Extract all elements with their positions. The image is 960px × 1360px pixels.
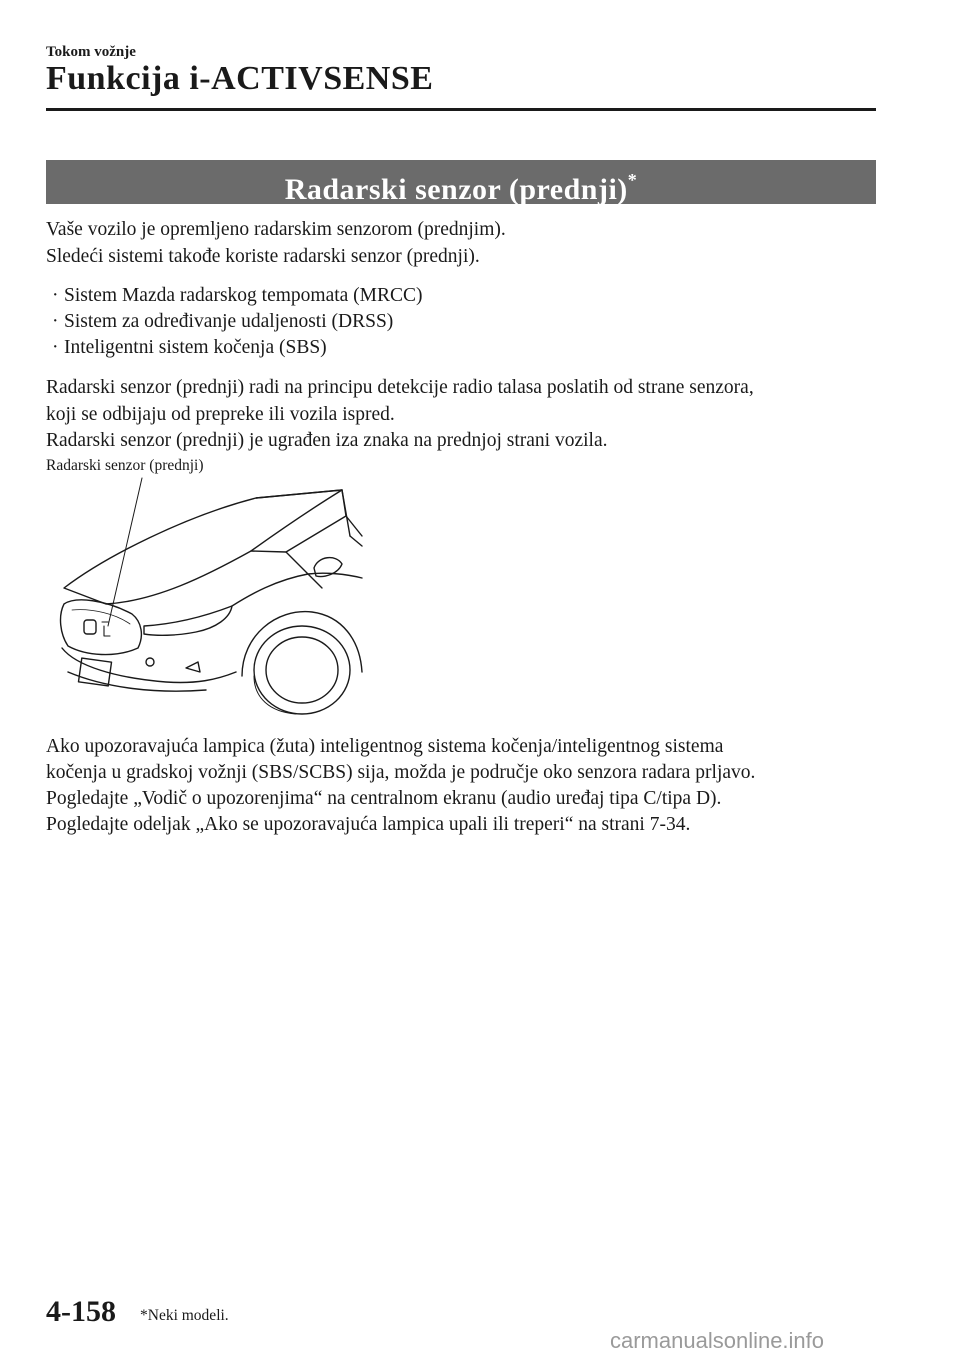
section-label: Tokom vožnje (46, 44, 136, 60)
warning-line-2: kočenja u gradskoj vožnji (SBS/SCBS) sija, možda je područje oko senzora radara prljavo. (46, 762, 756, 783)
bullet-item (52, 335, 327, 361)
banner-title: Radarski senzor (prednji) (284, 173, 628, 206)
bullet-dot: · (52, 311, 59, 332)
bullet-dot: · (52, 285, 59, 306)
warning-line-3: Pogledajte „Vodič o upozorenjima“ na centralnom ekranu (audio uređaj tipa C/tipa D). (46, 788, 722, 809)
front-wheel (254, 626, 350, 714)
bullet-text: Inteligentni sistem kočenja (SBS) (64, 337, 327, 358)
watermark-link[interactable]: carmanualsonline.info (610, 1328, 825, 1353)
bullet-text: Sistem za određivanje udaljenosti (DRSS) (64, 311, 394, 332)
intro-line-1: Vaše vozilo je opremljeno radarskim senzorom (prednjim). (46, 219, 506, 240)
header-rule (46, 108, 876, 111)
bullet-item (52, 309, 393, 335)
headlight (144, 606, 232, 635)
section-banner (46, 160, 876, 204)
front-grille (61, 600, 142, 655)
figure-callout: Radarski senzor (prednji) (46, 457, 204, 474)
warning-line-4: Pogledajte odeljak „Ako se upozoravajuća lampica upali ili treperi“ na strani 7-34. (46, 814, 691, 835)
car-front-illustration (46, 476, 366, 716)
footnote: *Neki modeli. (140, 1307, 229, 1324)
description-line-2: koji se odbijaju od prepreke ili vozila ispred. (46, 404, 395, 425)
front-fender (232, 573, 362, 606)
chapter-title: Funkcija i-ACTIVSENSE (46, 60, 434, 97)
warning-line-1: Ako upozoravajuća lampica (žuta) inteligentnog sistema kočenja/inteligentnog sistema (46, 736, 724, 757)
windshield (251, 490, 346, 552)
intro-line-2: Sledeći sistemi takođe koriste radarski senzor (prednji). (46, 246, 480, 267)
bullet-item (52, 283, 423, 309)
fog-light (186, 662, 200, 672)
model-mark: * (627, 170, 638, 190)
description-line-3: Radarski senzor (prednji) je ugrađen iza znaka na prednjoj strani vozila. (46, 430, 608, 451)
car-hood (64, 490, 342, 604)
page-number: 4-158 (46, 1295, 116, 1328)
bullet-dot: · (52, 337, 59, 358)
bullet-text: Sistem Mazda radarskog tempomata (MRCC) (64, 285, 423, 306)
radar-sensor (84, 620, 96, 634)
description-line-1: Radarski senzor (prednji) radi na principu detekcije radio talasa poslatih od strane senzora, (46, 377, 754, 398)
